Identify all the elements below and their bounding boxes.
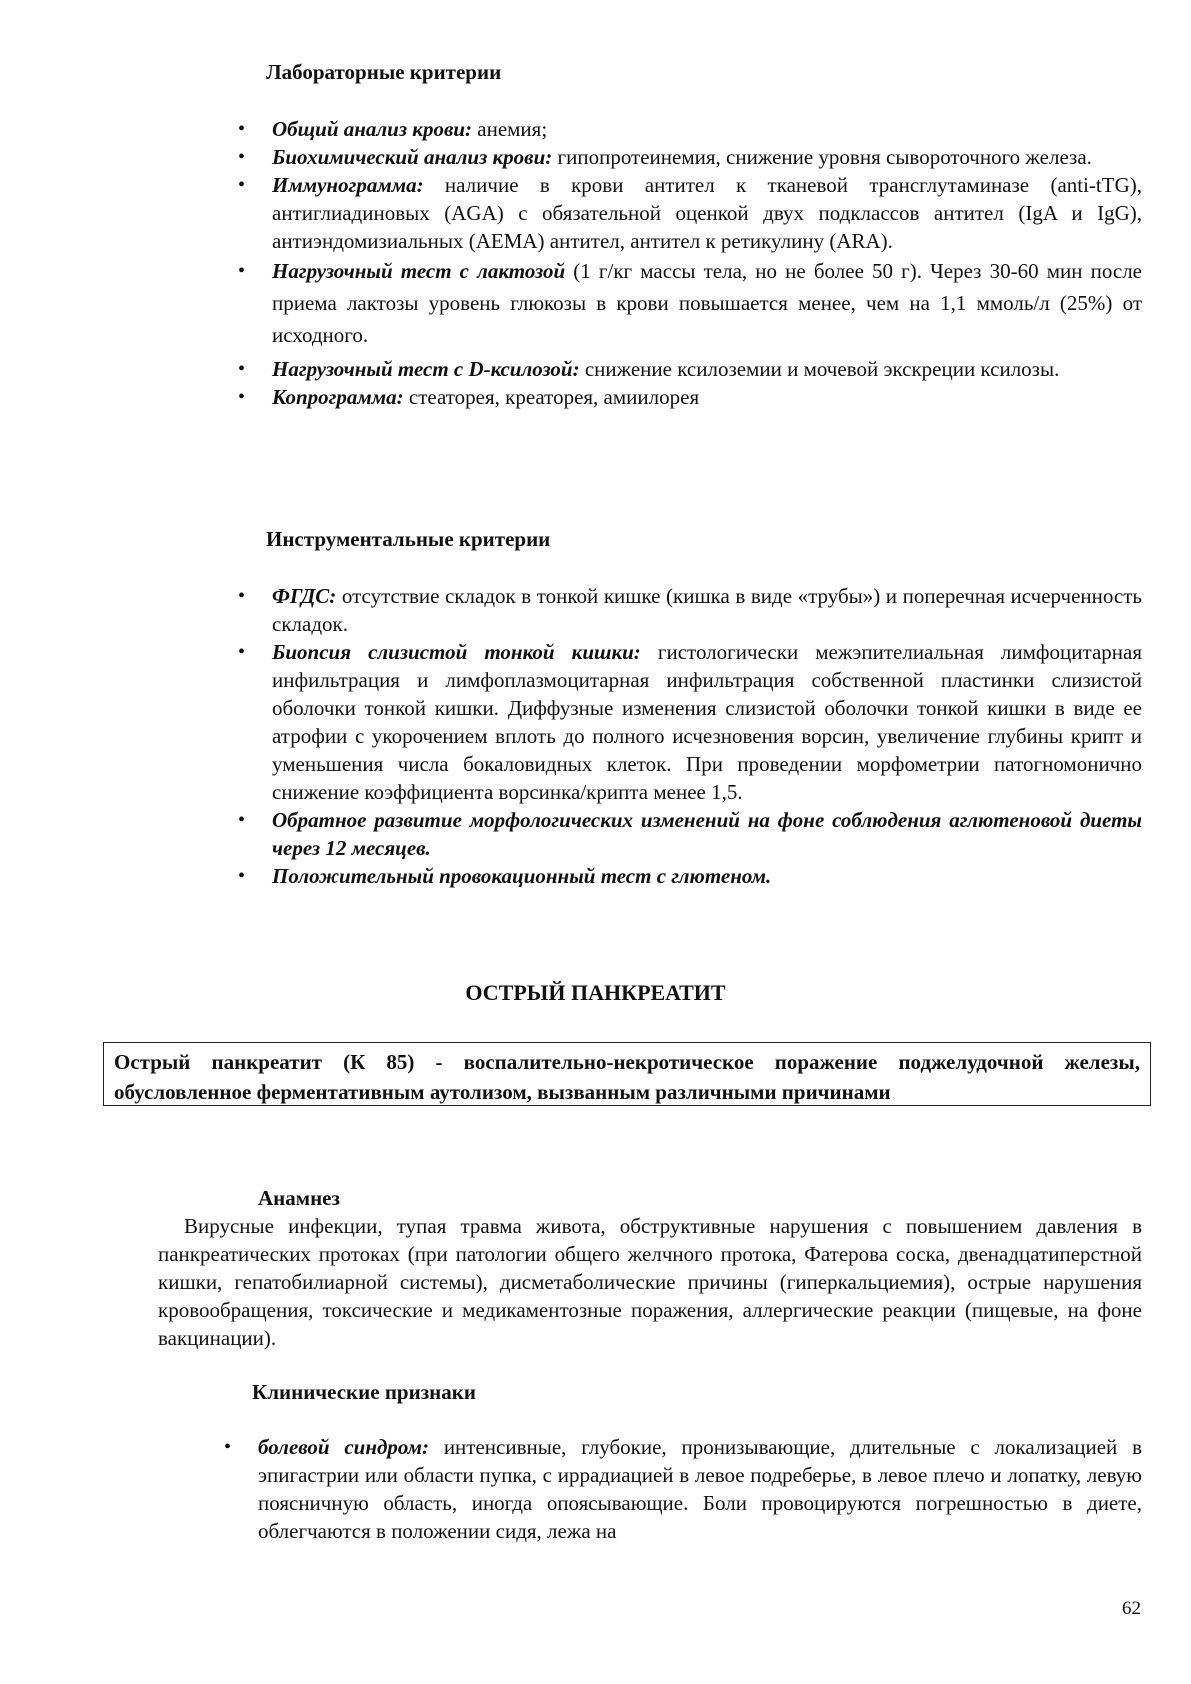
- bullet-icon: •: [238, 865, 246, 887]
- list-item: • Обратное развитие морфологических изменений на фоне соблюдения аглютеновой диеты через 12 месяцев.: [238, 808, 1142, 860]
- clinical-signs-heading: Клинические признаки: [252, 1380, 476, 1404]
- list-item: • болевой синдром: интенсивные, глубокие, пронизывающие, длительные с локализацией в эпигастрии или области пупка, с иррадиацией в левое подреберье, в левое плечо и лопатку, левую поясничную область, иногда опоясывающие. Боли провоцируются погрешностью в диете, облегчаются в положении сидя, лежа на: [224, 1435, 1142, 1543]
- bullet-icon: •: [238, 641, 246, 663]
- bullet-icon: •: [238, 585, 246, 607]
- list-item: • Иммунограмма: наличие в крови антител к тканевой трансглутаминазе (anti-tTG), антиглиадиновых (AGA) с обязательной оценкой двух подклассов антител (IgA и IgG), антиэндомизиальных (AEMA) антител, антител к ретикулину (ARA).: [238, 173, 1142, 253]
- bullet-icon: •: [238, 118, 246, 140]
- page-number: 62: [1122, 1598, 1141, 1619]
- list-item: • Общий анализ крови: анемия;: [238, 117, 548, 141]
- clinical-signs-list: [224, 1433, 1142, 1545]
- list-item: • Биопсия слизистой тонкой кишки: гистологически межэпителиальная лимфоцитарная инфильтрация и лимфоплазмоцитарная инфильтрация собственной пластинки слизистой оболочки тонкой кишки. Диффузные изменения слизистой оболочки тонкой кишки в виде ее атрофии с укорочением вплоть до полного исчезновения ворсин, увеличение глубины крипт и уменьшения числа бокаловидных клеток. При проведении морфометрии патогномонично снижение коэффициента ворсинка/крипта менее 1,5.: [238, 640, 1142, 804]
- instrumental-criteria-heading: Инструментальные критерии: [266, 527, 551, 551]
- lab-criteria-heading: Лабораторные критерии: [266, 60, 502, 84]
- anamnesis-heading: Анамнез: [258, 1186, 340, 1210]
- list-item: • ФГДС: отсутствие складок в тонкой кишке (кишка в виде «трубы») и поперечная исчерченность складок.: [238, 584, 1142, 636]
- list-item: • Копрограмма: стеаторея, креаторея, амиилорея: [238, 385, 700, 409]
- anamnesis-text: Вирусные инфекции, тупая травма живота, обструктивные нарушения с повышением давления в панкреатических протоках (при патологии общего желчного протока, Фатерова соска, двенадцатиперстной кишки, гепатобилиарной системы), дисметаболические причины (гиперкальциемия), острые нарушения кровообращения, токсические и медикаментозные поражения, аллергические реакции (пищевые, на фоне вакцинации).: [158, 1214, 1142, 1350]
- bullet-icon: •: [238, 386, 246, 408]
- section-title: ОСТРЫЙ ПАНКРЕАТИТ: [465, 980, 726, 1005]
- instrumental-criteria-list: [238, 582, 1142, 890]
- bullet-icon: •: [238, 358, 246, 380]
- bullet-icon: •: [238, 260, 246, 282]
- lab-criteria-list: [238, 115, 1142, 411]
- bullet-icon: •: [238, 146, 246, 168]
- bullet-icon: •: [238, 809, 246, 831]
- bullet-icon: •: [224, 1436, 232, 1458]
- list-item: • Нагрузочный тест с лактозой (1 г/кг массы тела, но не более 50 г). Через 30-60 мин после приема лактозы уровень глюкозы в крови повышается менее, чем на 1,1 ммоль/л (25%) от исходного.: [272, 255, 1142, 351]
- list-item: • Биохимический анализ крови: гипопротеинемия, снижение уровня сывороточного железа.: [238, 145, 1092, 169]
- list-item: • Положительный провокационный тест с глютеном.: [238, 864, 772, 888]
- definition-box: Острый панкреатит (К 85) - воспалительно-некротическое поражение поджелудочной железы, обусловленное ферментативным аутолизом, вызванным различными причинами: [103, 1042, 1151, 1106]
- list-item: • Нагрузочный тест с D-ксилозой: снижение ксилоземии и мочевой экскреции ксилозы.: [238, 357, 1060, 381]
- bullet-icon: •: [238, 174, 246, 196]
